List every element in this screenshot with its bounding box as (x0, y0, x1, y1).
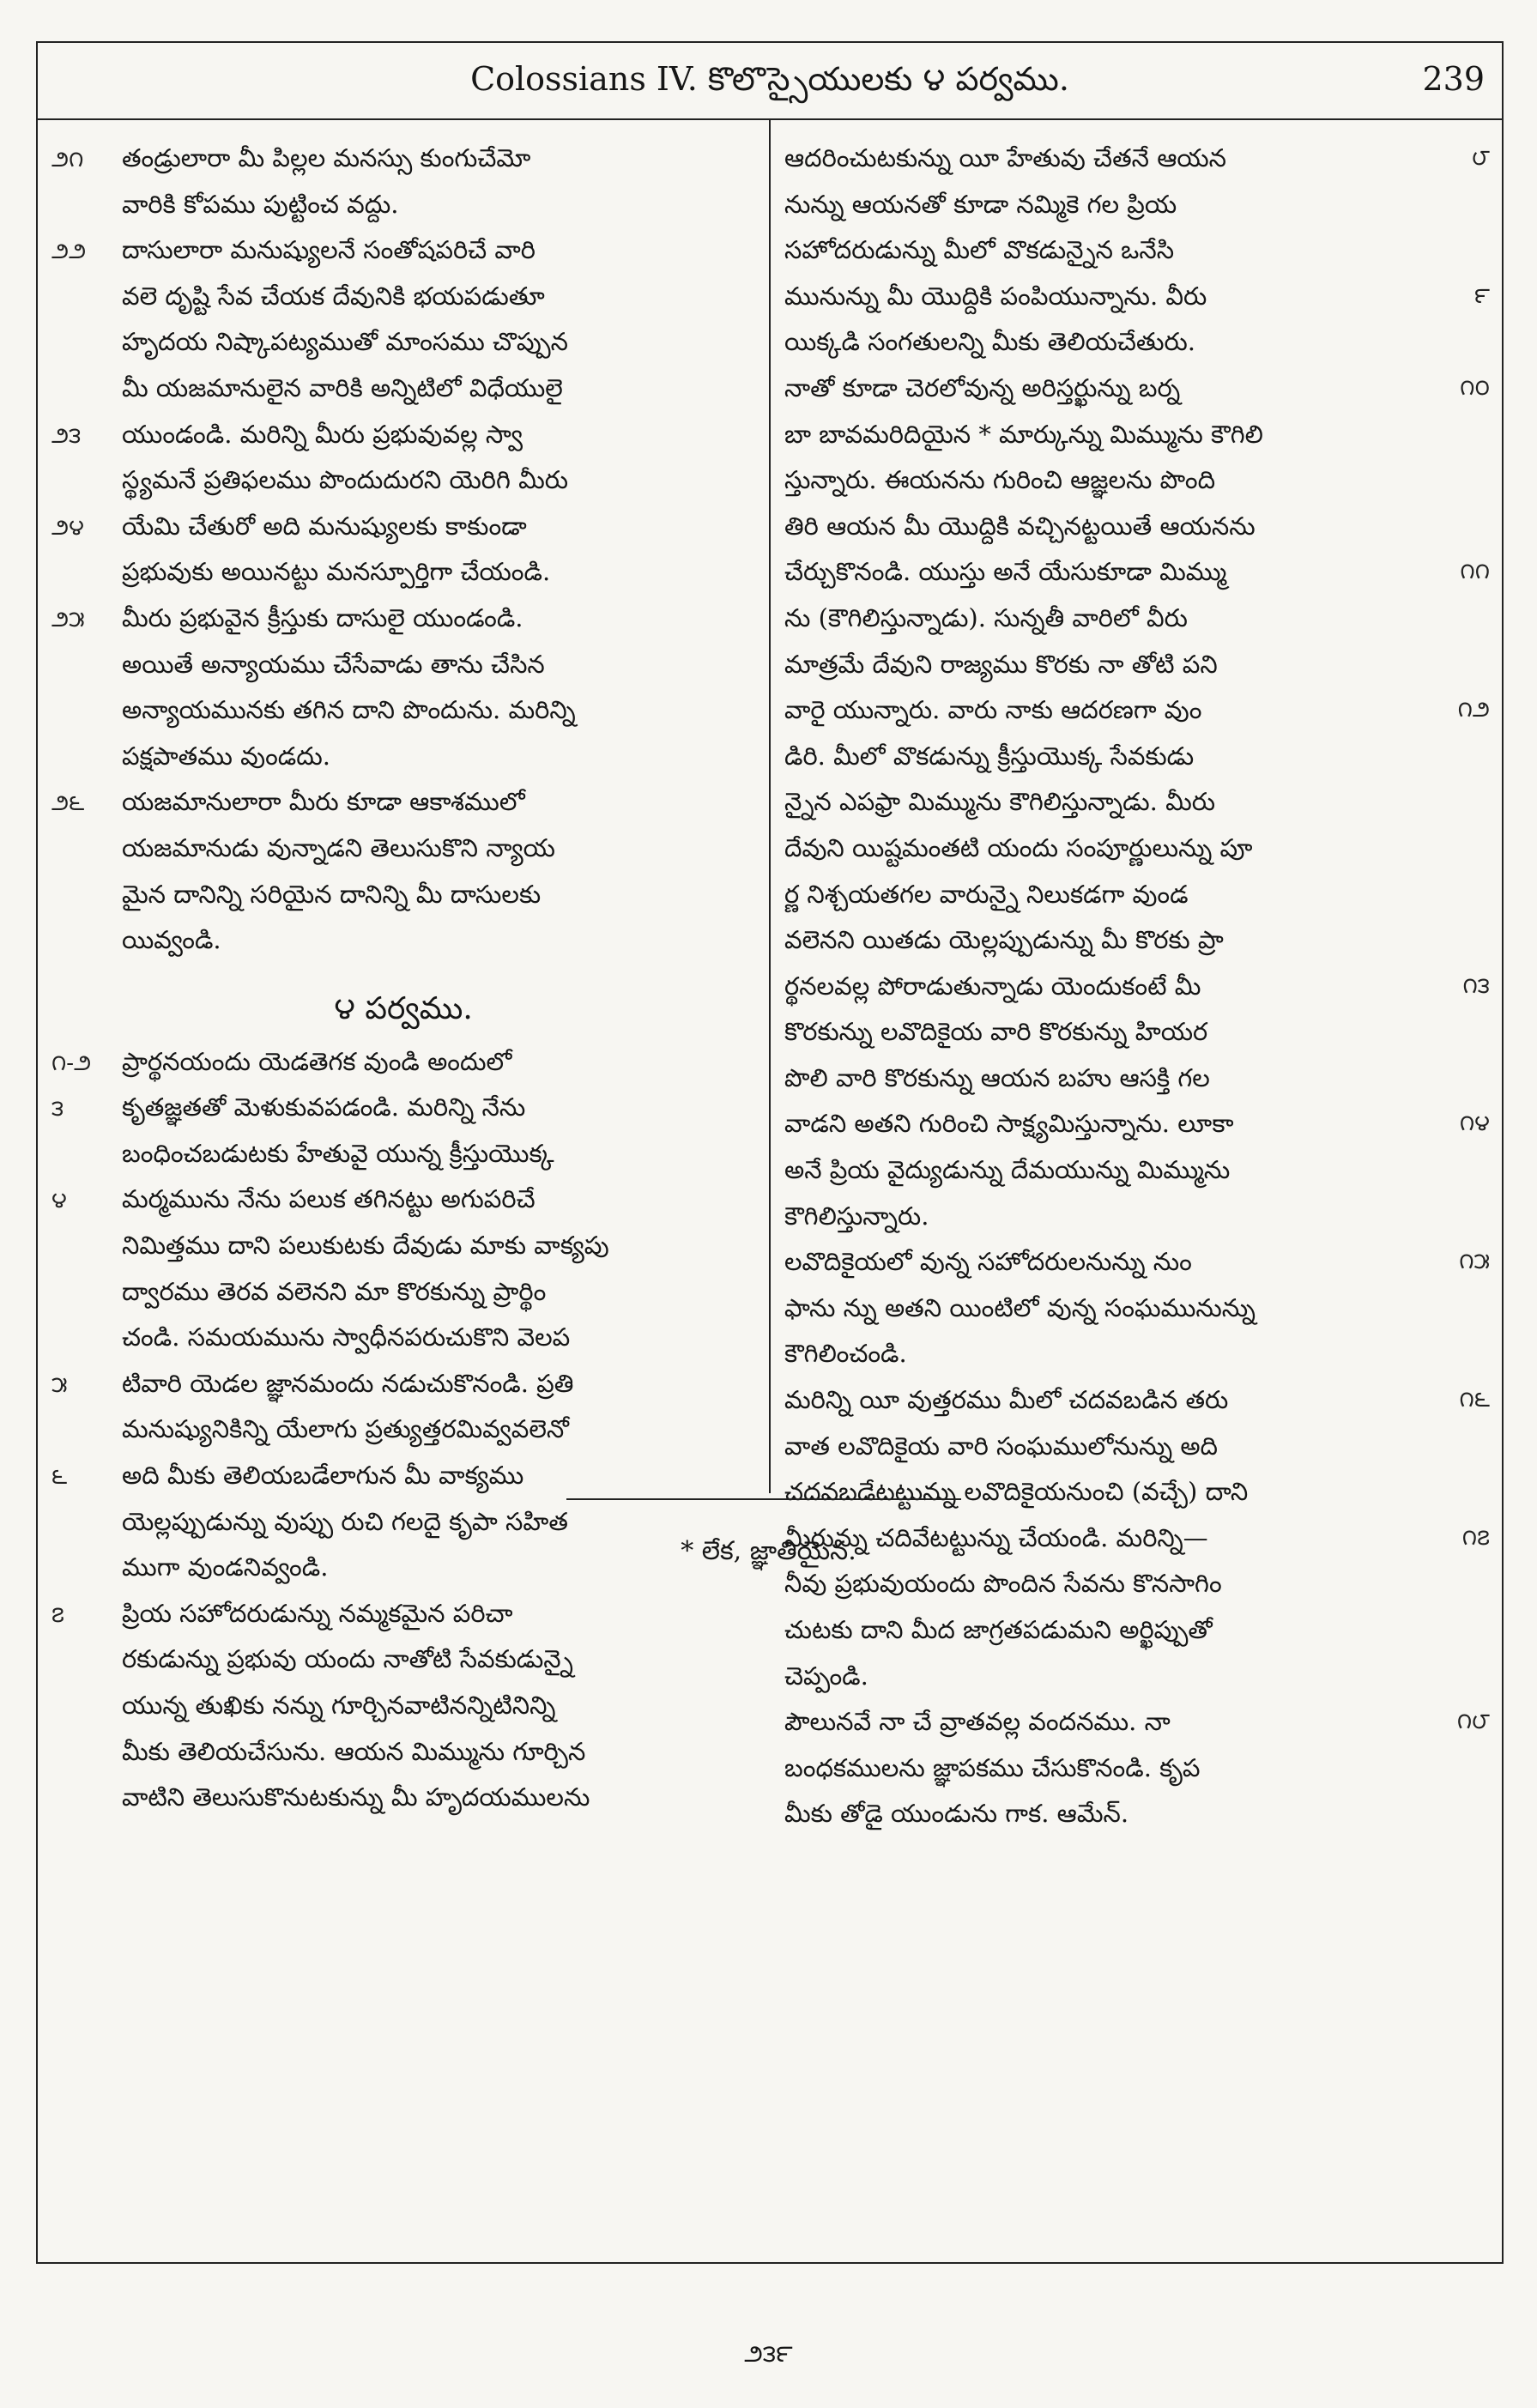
text-line (784, 412, 1490, 458)
line-text: ను (కౌగిలిస్తున్నాడు). సున్నతీ వారిలో వీరు (784, 602, 1188, 632)
text-line (784, 1239, 1490, 1286)
column-divider (769, 120, 771, 1493)
header-title: Colossians IV. కొలొస్సైయులకు ౪ పర్వము. (470, 60, 1069, 98)
line-text: ప్రియ సహోదరుడున్ను నమ్మకమైన పరిచా (122, 1598, 513, 1628)
text-line (51, 687, 755, 734)
line-text: పొలి వారి కొరకున్ను ఆయన బహు ఆసక్తి గల (784, 1062, 1210, 1092)
section-heading: ౪ పర్వము. (334, 990, 473, 1026)
footnote: * లేక, జ్ఞాతియైన. (681, 1536, 856, 1566)
line-text: ఆదరించుటకున్ను యీ హేతువు చేతనే ఆయన (784, 143, 1227, 172)
line-text: వారై యున్నారు. వారు నాకు ఆదరణగా వుం (784, 695, 1202, 725)
text-line (784, 1791, 1490, 1837)
text-line (784, 1377, 1490, 1424)
text-line (784, 1056, 1490, 1102)
verse-number: ౨౫ (51, 606, 85, 632)
verse-number: ౯ (1473, 282, 1490, 309)
line-text: కౌగిలించండి. (784, 1339, 907, 1369)
text-line (51, 1039, 755, 1086)
text-line (784, 504, 1490, 550)
line-text: దేవుని యిష్టమంతటి యందు సంపూర్ణులున్ను పూ (784, 832, 1253, 862)
line-text: ప్రభువుకు అయినట్టు మనస్పూర్తిగా చేయండి. (122, 557, 551, 587)
line-text: దాసులారా మనుష్యులనే సంతోషపరిచే వారి (122, 235, 536, 265)
line-text: ప్రార్థనయందు యెడతెగక వుండి అందులో (122, 1046, 512, 1076)
verse-number: ౧-౨ (51, 1050, 92, 1076)
verse-number: ౬ (51, 1464, 68, 1491)
verse-number: ౧౮ (1456, 1709, 1490, 1735)
line-text: కౌగిలిస్తున్నారు. (784, 1201, 929, 1231)
verse-number: ౧౪ (1459, 1110, 1490, 1137)
line-text: నున్ను ఆయనతో కూడా నమ్మికె గల ప్రియ (784, 189, 1177, 219)
text-line (784, 642, 1490, 688)
text-line (784, 549, 1490, 596)
text-line (51, 1269, 755, 1316)
text-line (51, 1591, 755, 1637)
text-line (784, 1424, 1490, 1470)
line-text: చదవబడేటట్టున్ను లవొదికైయనుంచి (వచ్చే) దాని (784, 1477, 1249, 1507)
text-line (784, 1101, 1490, 1147)
text-line (51, 457, 755, 504)
text-line (51, 1453, 755, 1499)
verse-number: ౧౭ (1461, 1524, 1490, 1551)
text-line (784, 319, 1490, 366)
line-text: నాతో కూడా చెరలోవున్న అరిస్తర్ఖున్ను బర్న (784, 372, 1181, 402)
line-text: యుండండి. మరిన్ని మీరు ప్రభువువల్ల స్వా (122, 419, 523, 449)
text-line (784, 1745, 1490, 1792)
line-text: మీరున్ను చదివేటట్టున్ను చేయండి. మరిన్ని— (784, 1522, 1208, 1552)
text-line (784, 1331, 1490, 1377)
text-line (784, 779, 1490, 826)
text-line (51, 734, 755, 780)
line-text: న్నైన ఎపఫ్రా మిమ్మును కౌగిలిస్తున్నాడు. మీరు (784, 787, 1216, 817)
verse-number: ౧౦ (1460, 374, 1490, 401)
text-line (51, 1407, 755, 1453)
verse-number: ౨౨ (51, 239, 87, 265)
line-text: చండి. సమయమును స్వాధీనపరుచుకొని వెలప (122, 1322, 571, 1352)
text-line (784, 734, 1490, 780)
text-line (51, 182, 755, 228)
text-line (51, 1637, 755, 1683)
text-line (51, 779, 755, 826)
text-line (51, 227, 755, 274)
line-text: బా బావమరిదియైన * మార్కున్ను మిమ్మును కౌగిలి (784, 419, 1263, 449)
line-text: మీరు ప్రభువైన క్రీస్తుకు దాసులై యుండండి. (122, 602, 523, 632)
signature-mark: ౨౩౯ (744, 2339, 793, 2368)
line-text: మాత్రమే దేవుని రాజ్యము కొరకు నా తోటి పని (784, 649, 1218, 679)
text-line (51, 549, 755, 596)
line-text: వాడని అతని గురించి సాక్ష్యమిస్తున్నాను. లూకా (784, 1109, 1234, 1139)
line-text: యజమానుడు వున్నాడని తెలుసుకొని న్యాయ (122, 832, 555, 862)
text-line (784, 136, 1490, 182)
text-line (784, 1009, 1490, 1056)
line-text: మీకు తెలియచేసును. ఆయన మిమ్మును గూర్చిన (122, 1736, 586, 1766)
line-text: యజమానులారా మీరు కూడా ఆకాశములో (122, 787, 525, 817)
line-text: అది మీకు తెలియబడేలాగున మీ వాక్యము (122, 1461, 524, 1491)
text-line (784, 1147, 1490, 1194)
line-text: టివారి యెడల జ్ఞానమందు నడుచుకొనండి. ప్రతి (122, 1368, 574, 1398)
verse-number: ౭ (51, 1601, 64, 1628)
text-line (51, 136, 755, 182)
verse-number: ౧౬ (1459, 1387, 1490, 1413)
spacer (51, 964, 755, 979)
text-line (51, 1729, 755, 1776)
text-line (51, 504, 755, 550)
line-text: మర్మమును నేను పలుక తగినట్టు అగుపరిచే (122, 1184, 536, 1214)
line-text: సహోదరుడున్ను మీలో వొకడున్నైన ఒనేసి (784, 235, 1175, 265)
verse-number: ౨౩ (51, 422, 82, 449)
line-text: మనుష్యునికిన్ని యేలాగు ప్రత్యుత్తరమివ్వవలెనో (122, 1414, 569, 1444)
line-text: ఫాను న్ను అతని యింటిలో వున్న సంఘమునున్ను (784, 1292, 1256, 1322)
line-text: యెల్లప్పుడున్ను వుప్పు రుచి గలదై కృపా సహిత (122, 1506, 568, 1536)
text-line (51, 1315, 755, 1361)
line-text: చేర్చుకొనండి. యుస్తు అనే యేసుకూడా మిమ్ము (784, 557, 1227, 587)
text-line (784, 182, 1490, 228)
text-line (784, 366, 1490, 412)
text-line (784, 1286, 1490, 1332)
line-text: యివ్వండి. (122, 925, 221, 955)
line-text: వారికి కోపము పుట్టించ వద్దు. (122, 189, 399, 219)
line-text: బంధకములను జ్ఞాపకము చేసుకొనండి. కృప (784, 1752, 1201, 1782)
verse-number: ౩ (51, 1096, 64, 1122)
line-text: ర్ణ నిశ్చయతగల వారున్నై నిలుకడగా వుండ (784, 879, 1189, 909)
line-text: వలె దృష్టి సేవ చేయక దేవునికి భయపడుతూ (122, 281, 545, 311)
line-text: వాటిని తెలుసుకొనుటకున్ను మీ హృదయములను (122, 1782, 590, 1812)
text-line (51, 366, 755, 412)
text-line (51, 1361, 755, 1407)
page-number: 239 (1422, 60, 1485, 98)
line-text: పౌలునవే నా చే వ్రాతవల్ల వందనము. నా (784, 1707, 1171, 1737)
text-line (784, 964, 1490, 1010)
text-line (784, 917, 1490, 964)
line-text: యిక్కడి సంగతులన్ని మీకు తెలియచేతురు. (784, 327, 1195, 357)
verse-number: ౨౬ (51, 790, 85, 817)
line-text: స్థ్యమనే ప్రతిఫలము పొందుదురని యెరిగి మీరు (122, 465, 569, 495)
text-line (784, 274, 1490, 320)
line-text: బంధించబడుటకు హేతువై యున్న క్రీస్తుయొక్క (122, 1138, 554, 1168)
text-line (51, 826, 755, 872)
line-text: మరిన్ని యీ వుత్తరము మీలో చదవబడిన తరు (784, 1385, 1229, 1415)
verse-number: ౧౧ (1460, 559, 1490, 585)
line-text: లవొదికైయలో వున్న సహోదరులనున్ను నుం (784, 1247, 1192, 1277)
line-text: వలెనని యితడు యెల్లప్పుడున్ను మీ కొరకు ప్రా (784, 925, 1224, 955)
line-text: ర్థనలవల్ల పోరాడుతున్నాడు యెందుకంటే మీ (784, 971, 1201, 1001)
text-line (51, 274, 755, 320)
text-line (784, 1654, 1490, 1700)
line-text: చెప్పండి. (784, 1661, 868, 1691)
text-line (784, 596, 1490, 642)
text-line (784, 227, 1490, 274)
running-header (36, 41, 1504, 120)
text-line (51, 1683, 755, 1729)
line-text: ముగా వుండనివ్వండి. (122, 1552, 329, 1582)
line-text: అన్యాయమునకు తగిన దాని పొందును. మరిన్ని (122, 695, 576, 725)
text-line (784, 1699, 1490, 1745)
line-text: మీకు తోడై యుండును గాక. ఆమేన్. (784, 1799, 1129, 1829)
verse-number: ౧౨ (1457, 697, 1490, 723)
text-line (784, 1607, 1490, 1654)
text-line (51, 1085, 755, 1131)
line-text: డిరి. మీలో వొకడున్ను క్రీస్తుయొక్క సేవకుడు (784, 741, 1195, 771)
line-text: తిరి ఆయన మీ యొద్దికి వచ్చినట్టయితే ఆయనను (784, 511, 1256, 541)
text-line (51, 319, 755, 366)
line-text: మునున్ను మీ యొద్దికి పంపియున్నాను. వీరు (784, 281, 1207, 311)
verse-number: ౧౩ (1462, 972, 1490, 999)
line-text: కృతజ్ఞతతో మెళుకువపడండి. మరిన్ని నేను (122, 1092, 526, 1122)
line-text: నిమిత్తము దాని పలుకుటకు దేవుడు మాకు వాక్యపు (122, 1231, 609, 1261)
text-line (51, 1223, 755, 1269)
right-column (784, 136, 1490, 1837)
line-text: మీ యజమానులైన వారికి అన్నిటిలో విధేయులై (122, 372, 563, 402)
line-text: కొరకున్ను లవొదికైయ వారి కొరకున్ను హియర (784, 1017, 1208, 1047)
text-line (51, 642, 755, 688)
line-text: నీవు ప్రభువుయందు పొందిన సేవను కొనసాగిం (784, 1569, 1222, 1599)
line-text: వాత లవొదికైయ వారి సంఘములోనున్ను అది (784, 1431, 1218, 1461)
line-text: యేమి చేతురో అది మనుష్యులకు కాకుండా (122, 511, 527, 541)
verse-number: ౨౪ (51, 514, 84, 541)
line-text: హృదయ నిష్కాపట్యముతో మాంసము చొప్పున (122, 327, 568, 357)
text-line (784, 1469, 1490, 1516)
line-text: స్తున్నారు. ఈయనను గురించి ఆజ్ఞలను పొంది (784, 465, 1216, 495)
line-text: తండ్రులారా మీ పిల్లల మనస్సు కుంగుచేమో (122, 143, 531, 172)
line-text: పక్షపాతము వుండదు. (122, 741, 330, 771)
text-line (784, 457, 1490, 504)
line-text: అయితే అన్యాయము చేసేవాడు తాను చేసిన (122, 649, 545, 679)
text-line (784, 826, 1490, 872)
line-text: రకుడున్ను ప్రభువు యందు నాతోటి సేవకుడున్నై (122, 1644, 573, 1674)
text-line (784, 687, 1490, 734)
text-line (51, 1131, 755, 1177)
line-text: ద్వారము తెరవ వలెనని మా కొరకున్ను ప్రార్థిం (122, 1276, 547, 1306)
line-text: యున్న తుఖికు నన్ను గూర్చినవాటినన్నిటినిన్ని (122, 1691, 556, 1720)
text-line (784, 872, 1490, 918)
verse-number: ౪ (51, 1188, 67, 1214)
text-line (51, 1775, 755, 1821)
text-line (51, 412, 755, 458)
verse-number: ౨౧ (51, 147, 84, 172)
text-line (51, 872, 755, 918)
footnote-separator (566, 1498, 961, 1500)
verse-number: ౫ (51, 1371, 68, 1398)
text-line (784, 1194, 1490, 1240)
verse-number: ౧౫ (1459, 1249, 1490, 1275)
line-text: అనే ప్రియ వైద్యుడున్ను దేమయున్ను మిమ్మును (784, 1155, 1231, 1185)
line-text: చుటకు దాని మీద జాగ్రతపడుమని అర్ఖిప్పుతో (784, 1615, 1213, 1644)
text-line (51, 1177, 755, 1223)
line-text: మైన దానిన్ని సరియైన దానిన్ని మీ దాసులకు (122, 879, 542, 909)
text-line (51, 596, 755, 642)
text-line (51, 917, 755, 964)
verse-number: ౮ (1472, 145, 1490, 171)
